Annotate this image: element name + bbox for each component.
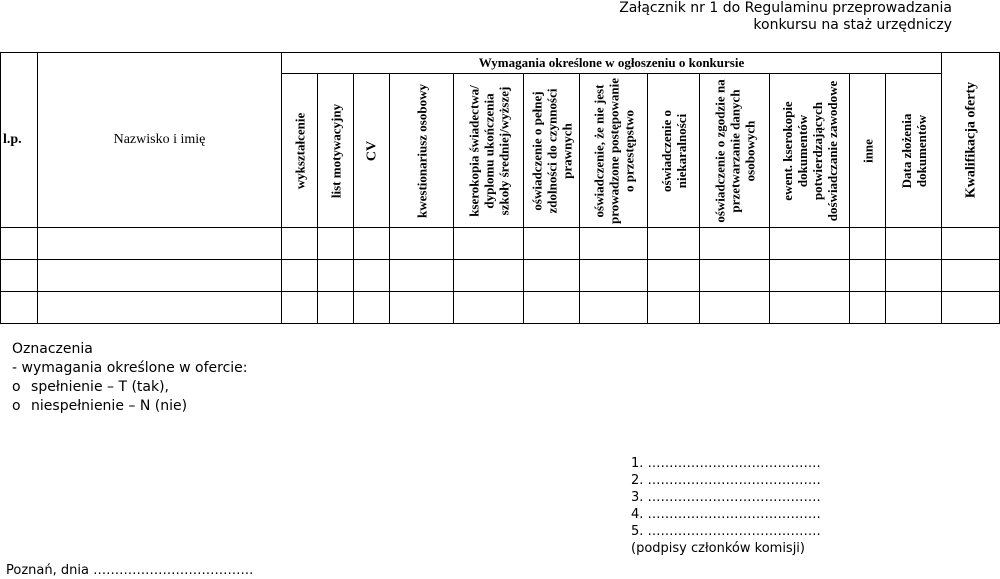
legend-text: niespełnienie – N (nie) <box>31 398 188 414</box>
legend-subtitle: - wymagania określone w ofercie: <box>12 360 248 376</box>
column-label: CV <box>364 140 379 161</box>
bullet: o <box>12 379 21 395</box>
column-header <box>648 74 700 228</box>
table-row <box>1 292 1000 324</box>
lp-header: l.p. <box>1 53 38 228</box>
column-label: Data złożenia dokumentów <box>898 113 929 188</box>
table-row <box>1 228 1000 260</box>
column-header <box>770 74 850 228</box>
column-label: ewent. kserokopie dokumentów potwierdzających doświadczanie zawodowe <box>779 80 840 221</box>
column-label: kserokopia świadectwa/ dyplomu ukończenia szkoły średniej/wyższej <box>466 84 511 217</box>
column-header <box>580 74 648 228</box>
column-header <box>390 74 454 228</box>
signatures-block <box>631 455 821 557</box>
place-date: Poznań, dnia ………………………………. <box>6 563 254 578</box>
column-label: kwestionariusz osobowy <box>414 83 429 218</box>
attachment-line-2: konkursu na staż urzędniczy <box>753 17 952 33</box>
table-row <box>1 260 1000 292</box>
column-header <box>354 74 390 228</box>
attachment-note <box>552 0 952 34</box>
signature-line: 4. …………………………………. <box>631 507 821 522</box>
column-header <box>700 74 770 228</box>
attachment-line-1: Załącznik nr 1 do Regulaminu przeprowadzania <box>619 0 952 16</box>
column-label: wykształcenie <box>292 112 307 189</box>
column-label: oświadczenie, że nie jest prowadzone postępowanie o przestępstwo <box>591 77 636 224</box>
requirements-header: Wymagania określone w ogłoszeniu o konkursie <box>282 53 942 74</box>
column-label: oświadczenie o pełnej zdolności do czynności prawnych <box>529 88 574 213</box>
legend-item <box>12 378 248 397</box>
column-header <box>850 74 886 228</box>
column-header <box>886 74 942 228</box>
legend-text: spełnienie – T (tak), <box>31 379 170 395</box>
column-label: oświadczenie o zgodzie na przetwarzanie danych osobowych <box>712 78 757 223</box>
signature-line: 2. …………………………………. <box>631 473 821 488</box>
column-header <box>524 74 580 228</box>
evaluation-table <box>0 52 1000 324</box>
column-header <box>454 74 524 228</box>
column-label: inne <box>860 138 875 163</box>
name-header: Nazwisko i imię <box>38 53 282 228</box>
signature-line: 1. …………………………………. <box>631 456 821 471</box>
column-label: list motywacyjny <box>328 103 343 198</box>
signatures-caption: (podpisy członków komisji) <box>631 541 805 556</box>
legend-item <box>12 397 248 416</box>
qualification-header <box>942 53 1000 228</box>
column-header <box>282 74 318 228</box>
bullet: o <box>12 398 21 414</box>
signature-line: 3. …………………………………. <box>631 490 821 505</box>
column-label: oświadczenie o niekaralności <box>658 109 689 192</box>
legend <box>12 340 248 416</box>
legend-title: Oznaczenia <box>12 341 93 357</box>
column-label: Kwalifikacja oferty <box>963 81 979 199</box>
signature-line: 5. …………………………………. <box>631 524 821 539</box>
column-header <box>318 74 354 228</box>
